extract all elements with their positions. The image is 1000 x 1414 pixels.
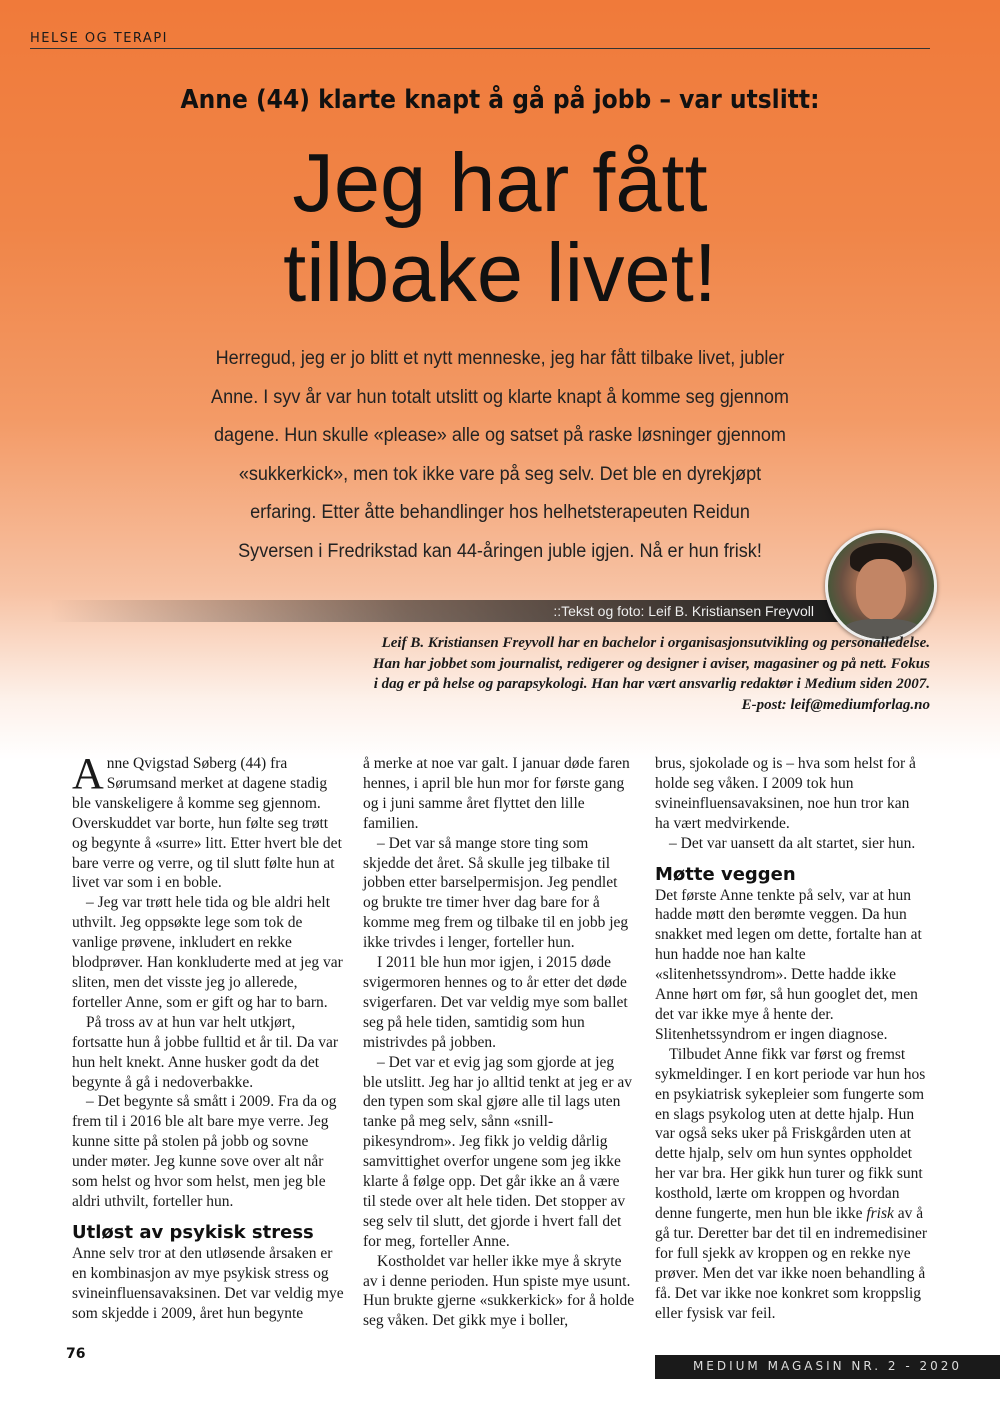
- article-lead: Herregud, jeg er jo blitt et nytt menneske, jeg har fått tilbake livet, jubler Anne. I syv år var hun totalt utslitt og klarte knapt å komme seg gjennom dagene. Hun skulle «please» alle og satset på raske løsninger gjennom «sukkerkick», men tok ikke vare på seg selv. Det ble en dyrekjøpt erfaring. Etter åtte behandlinger hos helhetsterapeuten Reidun Syversen i Fredrikstad kan 44-åringen juble igjen. Nå er hun frisk!: [211, 348, 789, 562]
- page-number: 76: [66, 1346, 86, 1362]
- body-paragraph: Anne selv tror at den utløsende årsaken er en kombinasjon av mye psykisk stress og svineinfluensavaksinen. Det var veldig mye som skjedde i 2009, året hun begynte: [72, 1244, 344, 1322]
- author-bio: Leif B. Kristiansen Freyvoll har en bachelor i organisasjonsutvikling og personalledelse. Han har jobbet som journalist, redigerer og designer i aviser, magasiner og på nett. Fokus i dag er på helse og parapsykologi. Han har vært ansvarlig redaktør i Medium siden 2007. E-post: leif@mediumforlag.no: [372, 635, 930, 713]
- subheading: Utløst av psykisk stress: [72, 1221, 314, 1243]
- body-paragraph: Kostholdet var heller ikke mye å skryte av i denne perioden. Hun spiste mye usunt. Hun brukte gjerne «sukkerkick» for å holde seg våken. Det gikk mye i boller,: [363, 1252, 635, 1330]
- article-headline: [0, 138, 1000, 318]
- footer-bar: [655, 1355, 1000, 1379]
- body-paragraph: brus, sjokolade og is – hva som helst for å holde seg våken. I 2009 tok hun svineinfluensavaksinen, noe hun tror kan ha vært medvirkende.: [655, 755, 916, 832]
- body-paragraph: Anne Qvigstad Søberg (44) fra Sørumsand merket at dagene stadig ble vanskeligere å komme seg gjennom. Overskuddet var borte, hun følte seg trøtt og begynte å «surre» litt. Etter hvert ble det bare verre og verre, og til slutt følte hun at livet var som i en boble.: [72, 749, 342, 892]
- body-paragraph: I 2011 ble hun mor igjen, i 2015 døde svigermoren hennes og to år etter det døde svigerfaren. Det var veldig mye som ballet seg på hele tiden, samtidig som hun mistrivdes på jobben.: [363, 954, 628, 1051]
- body-paragraph: – Jeg var trøtt hele tida og ble aldri helt uthvilt. Jeg oppsøkte lege som tok de vanlige prøvene, inkludert en rekke blodprøver. Han konkluderte med at jeg var sliten, men det visste jeg jo allerede, forteller Anne, som er gift og har to barn.: [72, 894, 343, 1011]
- headline-line-2: tilbake livet!: [283, 226, 717, 319]
- magazine-issue: MEDIUM MAGASIN NR. 2 - 2020: [692, 1359, 963, 1373]
- drop-cap: A: [72, 749, 104, 798]
- author-photo: [825, 530, 937, 642]
- body-paragraph: – Det var så mange store ting som skjedde det året. Så skulle jeg tilbake til jobben etter barselpermisjon. Jeg pendlet og brukte tre timer hver dag bare for å komme meg frem og tilbake til en jobb jeg ikke trivdes i lenger, forteller hun.: [363, 834, 629, 952]
- body-column-1: [72, 749, 344, 1323]
- article-kicker: Anne (44) klarte knapt å gå på jobb – var utslitt:: [180, 85, 820, 115]
- body-paragraph: – Det var et evig jag som gjorde at jeg ble utslitt. Jeg har jo alltid tenkt at jeg er av den typen som skal gjøre alle til lags uten tanke på meg selv, sånn «snill-pikesyndrom». Jeg fikk jo veldig dårlig samvittighet overfor ungene som jeg ikke klarte å følge opp. Det går ikke an å være til stede over alt hele tiden. Det stopper av seg selv til slutt, det gjorde i hvert fall det for meg, forteller Anne.: [363, 1053, 633, 1250]
- body-paragraph: – Det var uansett da alt startet, sier hun.: [669, 834, 916, 852]
- byline: ::Tekst og foto: Leif B. Kristiansen Freyvoll: [553, 603, 814, 619]
- byline-bar: [50, 600, 840, 622]
- headline-line-1: Jeg har fått: [292, 136, 708, 229]
- body-paragraph: Tilbudet Anne fikk var først og fremst sykmeldinger. I en kort periode var hun hos en psykiatrisk sykepleier som fungerte som en slags psykolog uten at dette hjalp. Hun var også seks uker på Friskgården uten at dette hjalp, selv om hun syntes oppholdet her var bra. Her gikk hun turer og fikk sunt kosthold, lærte om kroppen og hvordan denne fungerte, men hun ble ikke frisk av å gå tur. Deretter bar det til en indremedisiner for full sjekk av kroppen og en rekke nye prøver. Men det var ikke noen behandling å få. Det var ikke noe konkret som kroppslig eller fysisk var feil.: [655, 1045, 928, 1322]
- body-paragraph: å merke at noe var galt. I januar døde faren hennes, i april ble hun mor for første gang og i juni samme året flyttet den lille familien.: [363, 755, 630, 832]
- author-photo-face: [856, 559, 906, 621]
- section-label: HELSE OG TERAPI: [30, 31, 168, 46]
- body-paragraph: – Det begynte så smått i 2009. Fra da og frem til i 2016 ble alt bare mye verre. Jeg kunne sitte på stolen på jobb og sovne under møter. Jeg kunne sove over alt når som helst og hvor som helst, men jeg ble aldri uthvilt, forteller hun.: [72, 1093, 337, 1210]
- body-column-2: [363, 754, 635, 1331]
- subheading: Møtte veggen: [655, 863, 796, 885]
- top-divider: [30, 48, 930, 49]
- body-paragraph: Det første Anne tenkte på selv, var at hun hadde møtt den berømte veggen. Da hun snakket med legen om dette, fortalte han at hun hadde noe han kalte «slitenhetssyndrom». Dette hadde ikke Anne hørt om før, så hun googlet det, men det var ikke mye å hente der. Slitenhetssyndrom er ingen diagnose.: [655, 886, 922, 1043]
- body-column-3: [655, 754, 927, 1323]
- body-paragraph: På tross av at hun var helt utkjørt, fortsatte hun å jobbe fulltid et år til. Da var hun helt knekt. Anne husker godt da det begynte å gå i nedoverbakke.: [72, 1013, 338, 1091]
